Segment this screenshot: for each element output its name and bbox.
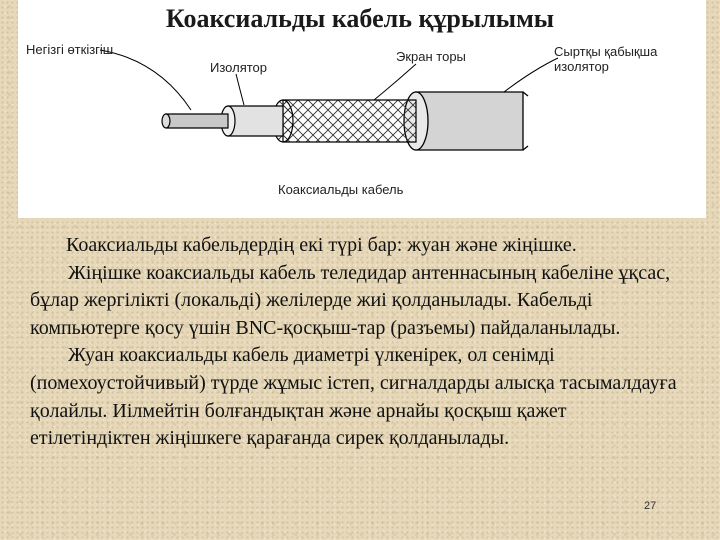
shield-layer xyxy=(283,100,416,142)
paragraph-cable-types: Коаксиальды кабельдердің екі түрі бар: жуан және жіңішке. xyxy=(66,234,577,256)
jacket-layer xyxy=(416,92,523,150)
jacket-pointer xyxy=(504,58,558,92)
body-text xyxy=(30,232,692,453)
insulator-layer xyxy=(228,106,283,136)
diagram-caption: Коаксиальды кабель xyxy=(278,182,404,197)
insulator-pointer xyxy=(236,74,244,105)
paragraph-thin-cable: Жіңішке коаксиальды кабель теледидар антеннасының кабеліне ұқсас, бұлар жергілікті (локальді) желілерде жиі қолданылады. Кабельді компьютерге қосу үшін BNC-қосқыш-тар (разъемы) пайдаланылады. xyxy=(30,261,671,339)
label-shield: Экран торы xyxy=(396,49,466,64)
shield-pointer xyxy=(374,64,416,100)
page-number: 27 xyxy=(644,500,657,512)
core-pointer xyxy=(100,50,191,110)
slide-title: Коаксиальды кабель құрылымы xyxy=(165,4,555,33)
label-core: Негізгі өткізгіш xyxy=(26,42,114,57)
paragraph-thick-cable: Жуан коаксиальды кабель диаметрі үлкенірек, ол сенімді (помехоустойчивый) түрде жұмыс істеп, сигналдарды алысқа тасымалдауға қолайлы. Иілмейтін болғандықтан және арнайы қосқыш қажет етілетіндіктен жіңішкеге қарағанда сирек қолданылады. xyxy=(30,344,677,450)
core-conductor xyxy=(166,114,228,128)
label-insulator: Изолятор xyxy=(210,60,267,75)
label-jacket: Сыртқы қабықша изолятор xyxy=(554,44,658,74)
